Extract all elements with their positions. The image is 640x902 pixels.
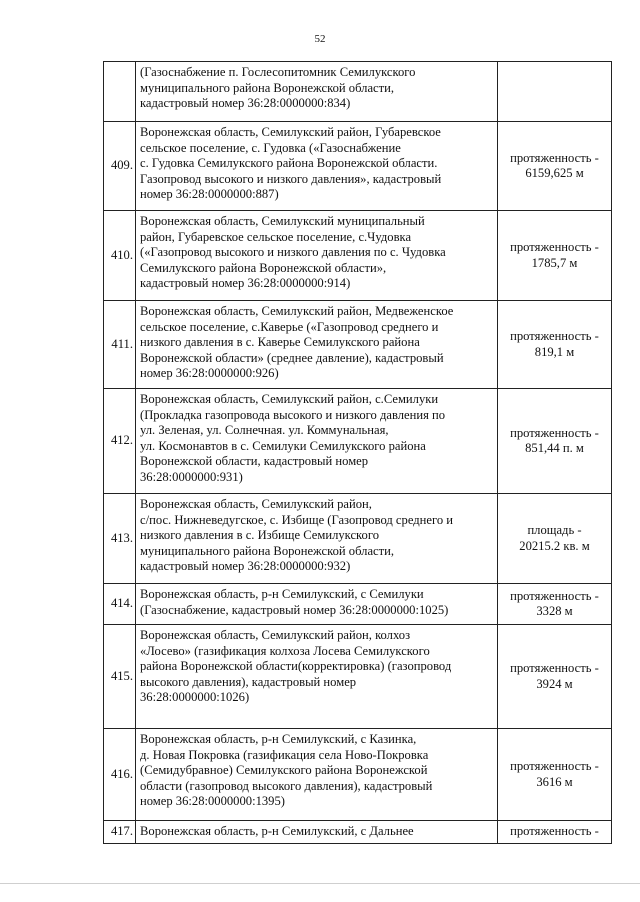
- description-line: ул. Космонавтов в с. Семилуки Семилукского района: [140, 438, 426, 453]
- row-number: 417.: [104, 821, 136, 844]
- page-bottom-rule: [0, 883, 640, 884]
- object-size: [498, 584, 612, 625]
- description-line: (Прокладка газопровода высокого и низкого давления по: [140, 407, 446, 422]
- size-line: 819,1 м: [534, 344, 575, 359]
- table-row: [104, 389, 612, 494]
- object-size: [498, 821, 612, 844]
- description-line: Семилукского района Воронежской области»,: [140, 260, 387, 275]
- size-line: 6159,625 м: [525, 166, 584, 180]
- size-line: 3924 м: [536, 676, 573, 691]
- table-row: [104, 584, 612, 625]
- object-size: [498, 211, 612, 301]
- object-size: [498, 62, 612, 122]
- size-line: 1785,7 м: [531, 255, 578, 270]
- object-description: [136, 584, 498, 625]
- object-size: [498, 625, 612, 729]
- row-number: 412.: [104, 389, 136, 494]
- description-line: д. Новая Покровка (газификация села Ново-Покровка: [140, 747, 429, 762]
- description-line: ул. Зеленая, ул. Солнечная. ул. Коммунальная,: [140, 423, 389, 437]
- description-line: Воронежской области» (среднее давление), кадастровый: [140, 350, 444, 365]
- description-line: кадастровый номер 36:28:0000000:932): [140, 559, 351, 573]
- description-line: (Семидубравное) Семилукского района Воронежской: [140, 763, 428, 777]
- description-line: (Газоснабжение п. Гослесопитомник Семилукского: [140, 65, 416, 79]
- row-number: 410.: [104, 211, 136, 301]
- size-line: протяженность -: [510, 240, 599, 254]
- object-description: [136, 211, 498, 301]
- size-line: протяженность -: [510, 329, 599, 343]
- description-line: области (газопровод высокого давления), кадастровый: [140, 778, 433, 793]
- row-number: 414.: [104, 584, 136, 625]
- description-line: Воронежская область, Семилукский район, колхоз: [140, 628, 411, 642]
- description-line: номер 36:28:0000000:887): [140, 187, 279, 201]
- description-line: Воронежская область, Семилукский район, с.Семилуки: [140, 392, 439, 406]
- page-number: 52: [314, 33, 326, 45]
- description-line: муниципального района Воронежской области,: [140, 80, 395, 95]
- description-line: района Воронежской области(корректировка) (газопровод: [140, 659, 452, 673]
- description-line: (Газоснабжение, кадастровый номер 36:28:0000000:1025): [140, 602, 449, 617]
- register-table: [103, 61, 612, 844]
- description-line: с/пос. Нижневедугское, с. Избище (Газопровод среднего и: [140, 512, 454, 527]
- object-description: [136, 729, 498, 821]
- object-description: [136, 301, 498, 389]
- size-line: площадь -: [527, 523, 582, 537]
- table-row: [104, 211, 612, 301]
- object-size: [498, 301, 612, 389]
- description-line: Воронежская область, р-н Семилукский, с Дальнее: [140, 824, 414, 838]
- description-line: Воронежская область, Семилукский район, Медвеженское: [140, 304, 454, 318]
- size-line: 3328 м: [536, 604, 573, 618]
- row-number: 411.: [104, 301, 136, 389]
- table-row: [104, 494, 612, 584]
- description-line: сельское поселение, с.Каверье («Газопровод среднего и: [140, 319, 439, 334]
- object-description: [136, 821, 498, 844]
- description-line: низкого давления в с. Избище Семилукского: [140, 528, 379, 542]
- table-row: [104, 301, 612, 389]
- object-size: [498, 494, 612, 584]
- size-line: 851,44 п. м: [525, 441, 584, 455]
- row-number: 409.: [104, 122, 136, 211]
- size-line: протяженность -: [510, 588, 599, 603]
- object-description: [136, 62, 498, 122]
- size-line: 20215.2 кв. м: [519, 538, 590, 553]
- table-row: [104, 122, 612, 211]
- object-description: [136, 122, 498, 211]
- size-line: протяженность -: [510, 425, 599, 440]
- description-line: («Газопровод высокого и низкого давления по с. Чудовка: [140, 245, 446, 259]
- description-line: Воронежской области, кадастровый номер: [140, 454, 369, 468]
- description-line: Воронежская область, Семилукский район,: [140, 497, 372, 511]
- row-number: 415.: [104, 625, 136, 729]
- row-number: [104, 62, 136, 122]
- description-line: сельское поселение, с. Гудовка («Газоснабжение: [140, 140, 401, 155]
- table-row: [104, 821, 612, 844]
- object-description: [136, 389, 498, 494]
- description-line: с. Гудовка Семилукского района Воронежской области.: [140, 156, 438, 170]
- description-line: Воронежская область, р-н Семилукский, с Семилуки: [140, 587, 424, 601]
- description-line: кадастровый номер 36:28:0000000:834): [140, 96, 351, 110]
- size-line: 3616 м: [536, 774, 573, 789]
- table-row: [104, 729, 612, 821]
- object-description: [136, 494, 498, 584]
- description-line: 36:28:0000000:931): [140, 469, 243, 484]
- object-size: [498, 389, 612, 494]
- description-line: номер 36:28:0000000:1395): [140, 794, 285, 808]
- description-line: Воронежская область, р-н Семилукский, с Казинка,: [140, 732, 417, 746]
- description-line: Воронежская область, Семилукский район, Губаревское: [140, 125, 441, 139]
- size-line: протяженность -: [510, 759, 599, 773]
- description-line: кадастровый номер 36:28:0000000:914): [140, 276, 351, 290]
- table-row: [104, 625, 612, 729]
- size-line: протяженность -: [510, 824, 599, 838]
- object-size: [498, 122, 612, 211]
- description-line: район, Губаревское сельское поселение, с.Чудовка: [140, 229, 412, 244]
- size-line: протяженность -: [510, 150, 599, 165]
- object-description: [136, 625, 498, 729]
- table-row: [104, 62, 612, 122]
- description-line: Воронежская область, Семилукский муниципальный: [140, 214, 425, 228]
- description-line: Газопровод высокого и низкого давления», кадастровый: [140, 171, 442, 186]
- description-line: высокого давления), кадастровый номер: [140, 674, 357, 689]
- object-size: [498, 729, 612, 821]
- description-line: «Лосево» (газификация колхоза Лосева Семилукского: [140, 643, 430, 658]
- size-line: протяженность -: [510, 661, 599, 675]
- description-line: низкого давления в с. Каверье Семилукского района: [140, 335, 420, 349]
- description-line: номер 36:28:0000000:926): [140, 366, 279, 380]
- row-number: 416.: [104, 729, 136, 821]
- description-line: 36:28:0000000:1026): [140, 690, 250, 704]
- row-number: 413.: [104, 494, 136, 584]
- description-line: муниципального района Воронежской области,: [140, 543, 395, 558]
